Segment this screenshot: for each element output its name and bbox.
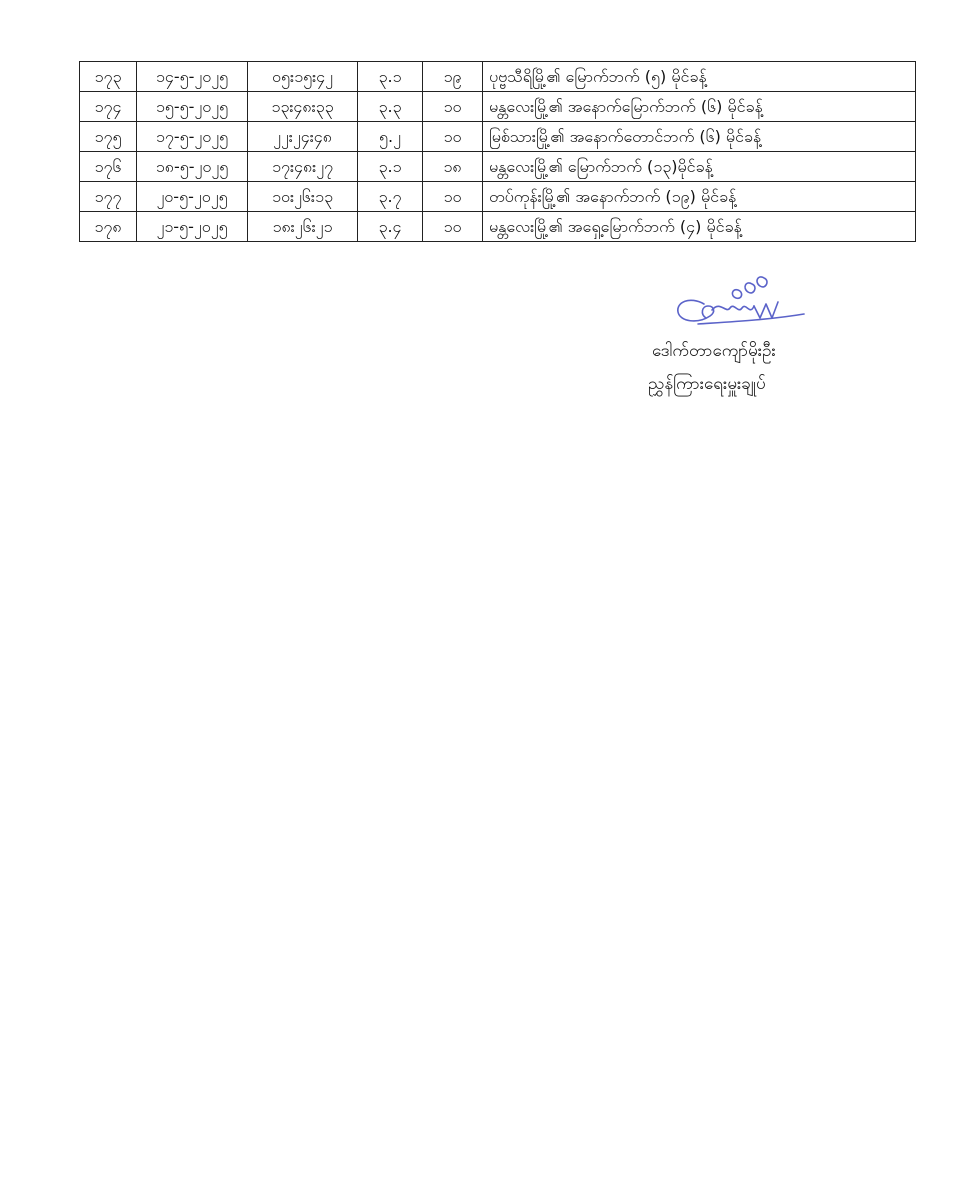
cell-date: ၂၁-၅-၂၀၂၅ [137, 212, 248, 242]
cell-number: ၁၇၆ [80, 152, 137, 182]
cell-date: ၁၄-၅-၂၀၂၅ [137, 62, 248, 92]
cell-depth: ၁၀ [423, 92, 483, 122]
cell-magnitude: ၃.၄ [358, 212, 423, 242]
cell-magnitude: ၃.၃ [358, 92, 423, 122]
table-row [80, 182, 916, 212]
cell-date: ၁၅-၅-၂၀၂၅ [137, 92, 248, 122]
cell-depth: ၁၀ [423, 122, 483, 152]
cell-location: မြစ်သားမြို့၏ အနောက်တောင်ဘက် (၆) မိုင်ခန့် [483, 122, 916, 152]
cell-number: ၁၇၅ [80, 122, 137, 152]
cell-date: ၂၀-၅-၂၀၂၅ [137, 182, 248, 212]
cell-depth: ၁၉ [423, 62, 483, 92]
cell-location: ပုဗ္ဗသီရိမြို့၏ မြောက်ဘက် (၅) မိုင်ခန့် [483, 62, 916, 92]
cell-number: ၁၇၄ [80, 92, 137, 122]
cell-depth: ၁၈ [423, 152, 483, 182]
cell-depth: ၁၀ [423, 212, 483, 242]
cell-time: ၁၀း၂၆း၁၃ [248, 182, 358, 212]
cell-depth: ၁၀ [423, 182, 483, 212]
cell-time: ၀၅း၁၅း၄၂ [248, 62, 358, 92]
table-row [80, 92, 916, 122]
table-row [80, 152, 916, 182]
cell-date: ၁၈-၅-၂၀၂၅ [137, 152, 248, 182]
cell-time: ၁၇း၄၈း၂၇ [248, 152, 358, 182]
cell-magnitude: ၃.၇ [358, 182, 423, 212]
cell-magnitude: ၃.၁ [358, 62, 423, 92]
cell-number: ၁၇၈ [80, 212, 137, 242]
table-body [80, 62, 916, 242]
cell-time: ၁၃း၄၈း၃၃ [248, 92, 358, 122]
cell-time: ၂၂း၂၄း၄၈ [248, 122, 358, 152]
table-row [80, 122, 916, 152]
cell-location: မန္တလေးမြို့၏ မြောက်ဘက် (၁၃)မိုင်ခန့် [483, 152, 916, 182]
cell-number: ၁၇၃ [80, 62, 137, 92]
earthquake-table [79, 61, 916, 242]
cell-magnitude: ၃.၁ [358, 152, 423, 182]
cell-magnitude: ၅.၂ [358, 122, 423, 152]
cell-number: ၁၇၇ [80, 182, 137, 212]
cell-location: မန္တလေးမြို့၏ အနောက်မြောက်ဘက် (၆) မိုင်ခန့် [483, 92, 916, 122]
signatory-name: ဒေါက်တာကျော်မိုးဦး [652, 341, 776, 361]
cell-time: ၁၈း၂၆း၂၁ [248, 212, 358, 242]
cell-date: ၁၇-၅-၂၀၂၅ [137, 122, 248, 152]
table-row [80, 62, 916, 92]
table-row [80, 212, 916, 242]
signatory-title: ညွှန်ကြားရေးမှူးချုပ် [648, 374, 766, 394]
handwritten-signature [668, 270, 808, 332]
cell-location: မန္တလေးမြို့၏ အရှေ့မြောက်ဘက် (၄) မိုင်ခန့် [483, 212, 916, 242]
cell-location: တပ်ကုန်းမြို့၏ အနောက်ဘက် (၁၉) မိုင်ခန့် [483, 182, 916, 212]
